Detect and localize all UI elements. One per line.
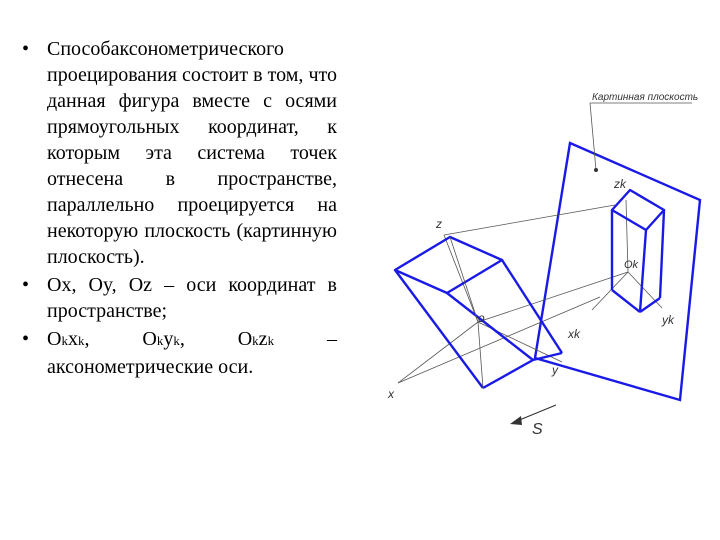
label-x: x (388, 387, 394, 401)
dash: – (326, 328, 337, 350)
spatial-axes (398, 205, 628, 383)
bullet-text: аксонометрические оси. (47, 356, 254, 378)
label-s: S (532, 421, 543, 438)
plane-label: Картинная плоскость (592, 92, 699, 103)
bullet-marker: • (22, 328, 30, 350)
projected-box (612, 190, 664, 312)
bullet-text: Ox, Oy, Oz – оси координат в пространстве; (47, 274, 337, 322)
projector-a (478, 272, 628, 322)
proj-top-face (612, 190, 664, 230)
axonometric-axes (592, 200, 662, 310)
box-top-face (395, 237, 502, 293)
label-ok: Ok (624, 259, 639, 271)
axis-yk (628, 272, 662, 308)
label-o: o (478, 311, 485, 325)
axis-name-okxk: Okxk, (47, 328, 90, 350)
label-xk: xk (568, 327, 580, 341)
box-edge-3 (502, 260, 562, 353)
axis-x (398, 322, 478, 383)
box-edge-1 (395, 270, 483, 388)
plane-label-leader (590, 103, 596, 170)
projector-c (444, 205, 615, 235)
arrow-head (510, 416, 522, 425)
label-z: z (436, 217, 442, 231)
label-yk: yk (662, 313, 674, 327)
bullet-marker: • (22, 38, 30, 60)
box-edge-4 (483, 360, 533, 388)
bullet-text: Способаксонометрического проецирования состоит в том, что данная фигура вместе с осями прямоугольных координат, к которым эта система точек отнесена в пространстве, параллельно проецируется на некоторую плоскость (картинную плоскость). (47, 38, 337, 268)
axis-name-okzk: Okzk (237, 328, 275, 350)
bullet-marker: • (22, 274, 30, 296)
label-y: y (552, 363, 558, 377)
box-edge-5 (533, 353, 562, 360)
leader-dot (594, 168, 598, 172)
box-edge-2 (447, 293, 533, 360)
projection-direction-arrow (517, 405, 556, 421)
axis-name-okyk: Okyk, (142, 328, 185, 350)
label-zk: zk (614, 177, 626, 191)
